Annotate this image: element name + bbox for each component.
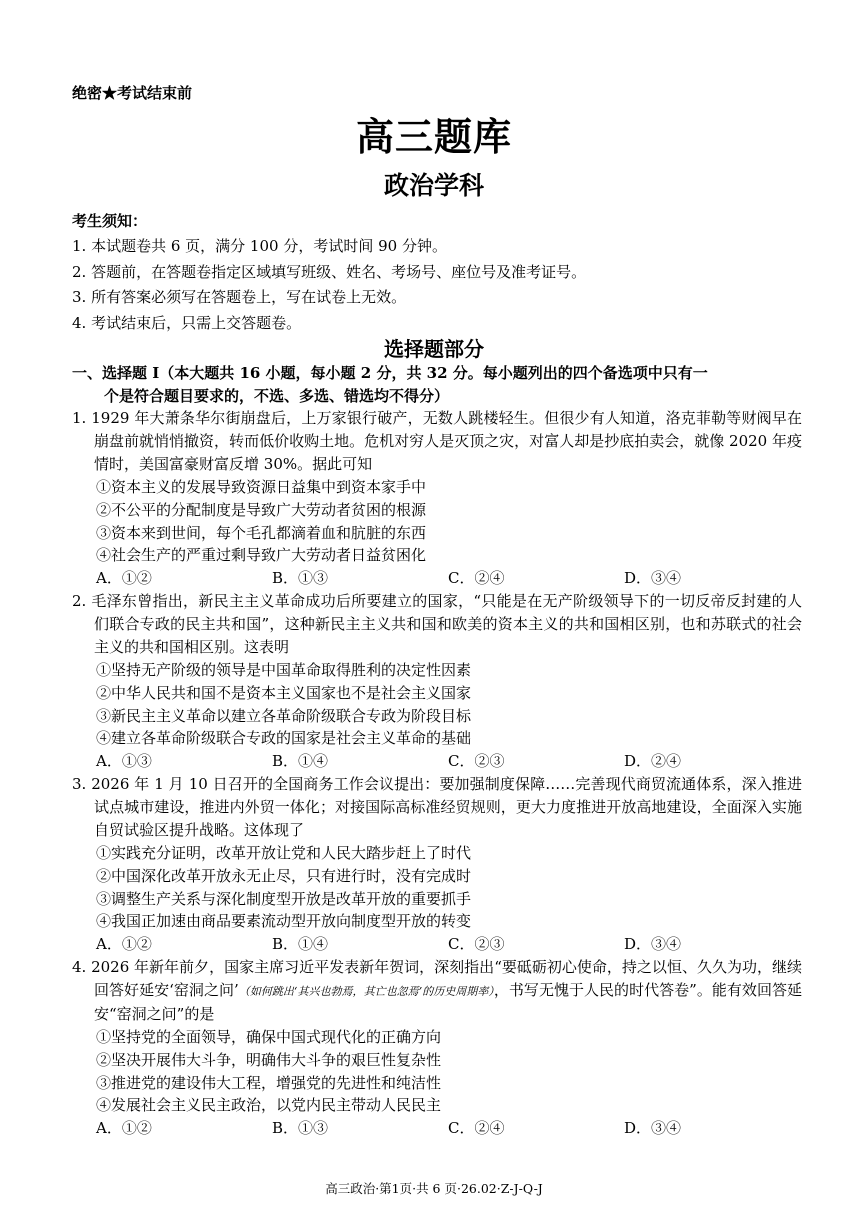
statement-option: ②坚决开展伟大斗争，明确伟大斗争的艰巨性复杂性 <box>96 1050 442 1069</box>
statement-option: ③资本来到世间，每个毛孔都滴着血和肮脏的东西 <box>96 523 427 542</box>
question <box>72 773 802 956</box>
choice-d: D．③④ <box>624 1119 682 1138</box>
question <box>72 956 802 1140</box>
choice-d: D．③④ <box>624 935 682 954</box>
statement-option: ④我国正加速由商品要素流动型开放向制度型开放的转变 <box>96 912 472 931</box>
statement-option: ②中华人民共和国不是资本主义国家也不是社会主义国家 <box>96 683 472 702</box>
statement-option: ③调整生产关系与深化制度型开放是改革开放的重要抓手 <box>96 889 472 908</box>
question <box>72 590 802 773</box>
statement-option: ①资本主义的发展导致资源日益集中到资本家手中 <box>96 478 427 496</box>
part-line: 个是符合题目要求的，不选、多选、错选均不得分） <box>104 387 450 405</box>
notice-item: 1. 本试题卷共 6 页，满分 100 分，考试时间 90 分钟。 <box>72 237 447 255</box>
choice-b: B．①③ <box>272 1119 329 1138</box>
question-stem: 2. 毛泽东曾指出，新民主主义革命成功后所要建立的国家，“只能是在无产阶级领导下的一切反帝反封建的人们联合专政的民主共和国”，这种新民主主义共和国和欧美的资本主义的共和国相区别，也和苏联式的社会主义的共和国相区别。这表明 <box>72 591 802 656</box>
question-stem: 3. 2026 年 1 月 10 日召开的全国商务工作会议提出：要加强制度保障……完善现代商贸流通体系，深入推进试点城市建设，推进内外贸一体化；对接国际高标准经贸规则，更大力度推进开放高地建设，全面深入实施自贸试验区提升战略。这体现了 <box>72 774 802 839</box>
answer-choices <box>72 567 802 590</box>
choice-c: C．②④ <box>448 569 505 588</box>
choice-a: A．①② <box>96 569 152 588</box>
choice-a: A．①② <box>96 1119 152 1138</box>
notice-item: 4. 考试结束后，只需上交答题卷。 <box>72 313 302 332</box>
statement-option: ④发展社会主义民主政治，以党内民主带动人民民主 <box>96 1096 442 1115</box>
notice-heading: 考生须知： <box>72 212 148 230</box>
choice-a: A．①③ <box>96 752 152 771</box>
choice-d: D．②④ <box>624 752 682 771</box>
statement-option: ②不公平的分配制度是导致广大劳动者贫困的根源 <box>96 500 427 519</box>
candidate-notice <box>72 208 802 336</box>
part-instructions <box>72 362 802 408</box>
part-line: 一、选择题 I（本大题共 16 小题，每小题 2 分，共 32 分。每小题列出的四个备选项中只有一 <box>72 364 708 382</box>
stem-annotation: （如何跳出‘其兴也勃焉，其亡也忽焉’的历史周期率） <box>238 984 494 998</box>
choice-b: B．①④ <box>272 752 329 771</box>
section-title: 选择题部分 <box>384 337 484 361</box>
answer-choices <box>72 1117 802 1140</box>
question-list <box>72 407 802 1140</box>
choice-b: B．①③ <box>272 569 329 588</box>
statement-option: ①实践充分证明，改革开放让党和人民大踏步赶上了时代 <box>96 843 472 862</box>
question <box>72 407 802 590</box>
choice-a: A．①② <box>96 935 152 954</box>
question-stem: 1. 1929 年大萧条华尔街崩盘后，上万家银行破产，无数人跳楼轻生。但很少有人知道，洛克菲勒等财阀早在崩盘前就悄悄撤资，转而低价收购土地。危机对穷人是灭顶之灾，对富人却是抄底拍卖会，就像 2020 年疫情时，美国富豪财富反增 30%。据此可知 <box>72 409 802 473</box>
subject-title: 政治学科 <box>383 171 484 200</box>
statement-option: ③新民主主义革命以建立各革命阶级联合专政为阶段目标 <box>96 706 472 725</box>
question-stem <box>72 956 802 1026</box>
choice-b: B．①④ <box>272 935 329 954</box>
stem-text: 4. 2026 年新年前夕，国家主席习近平发表新年贺词，深刻指出“要砥砺初心使命，持之以恒、久久为功，继续回答好延安‘窑洞之问’ <box>72 957 802 999</box>
statement-option: ①坚持党的全面领导，确保中国式现代化的正确方向 <box>96 1027 442 1046</box>
answer-choices <box>72 750 802 773</box>
choice-c: C．②③ <box>448 752 505 771</box>
statement-option: ④建立各革命阶级联合专政的国家是社会主义革命的基础 <box>96 729 472 748</box>
statement-option: ②中国深化改革开放永无止尽，只有进行时，没有完成时 <box>96 866 472 885</box>
answer-choices <box>72 933 802 956</box>
notice-item: 3. 所有答案必须写在答题卷上，写在试卷上无效。 <box>72 288 407 306</box>
choice-c: C．②④ <box>448 1119 505 1138</box>
notice-item: 2. 答题前，在答题卷指定区域填写班级、姓名、考场号、座位号及准考证号。 <box>72 262 587 281</box>
statement-option: ③推进党的建设伟大工程，增强党的先进性和纯洁性 <box>96 1073 442 1092</box>
stem-text: ，书写无愧于人民的时代答卷”。能有效回答延安“窑洞之问”的是 <box>94 980 803 1023</box>
page-title: 高三题库 <box>355 114 512 159</box>
page-footer: 高三政治·第1页·共 6 页·26.02·Z-J-Q-J <box>325 1181 543 1196</box>
statement-option: ④社会生产的严重过剩导致广大劳动者日益贫困化 <box>96 546 427 565</box>
choice-c: C．②③ <box>448 935 505 954</box>
statement-option: ①坚持无产阶级的领导是中国革命取得胜利的决定性因素 <box>96 660 472 679</box>
choice-d: D．③④ <box>624 569 682 588</box>
confidential-mark: 绝密★考试结束前 <box>72 84 193 102</box>
